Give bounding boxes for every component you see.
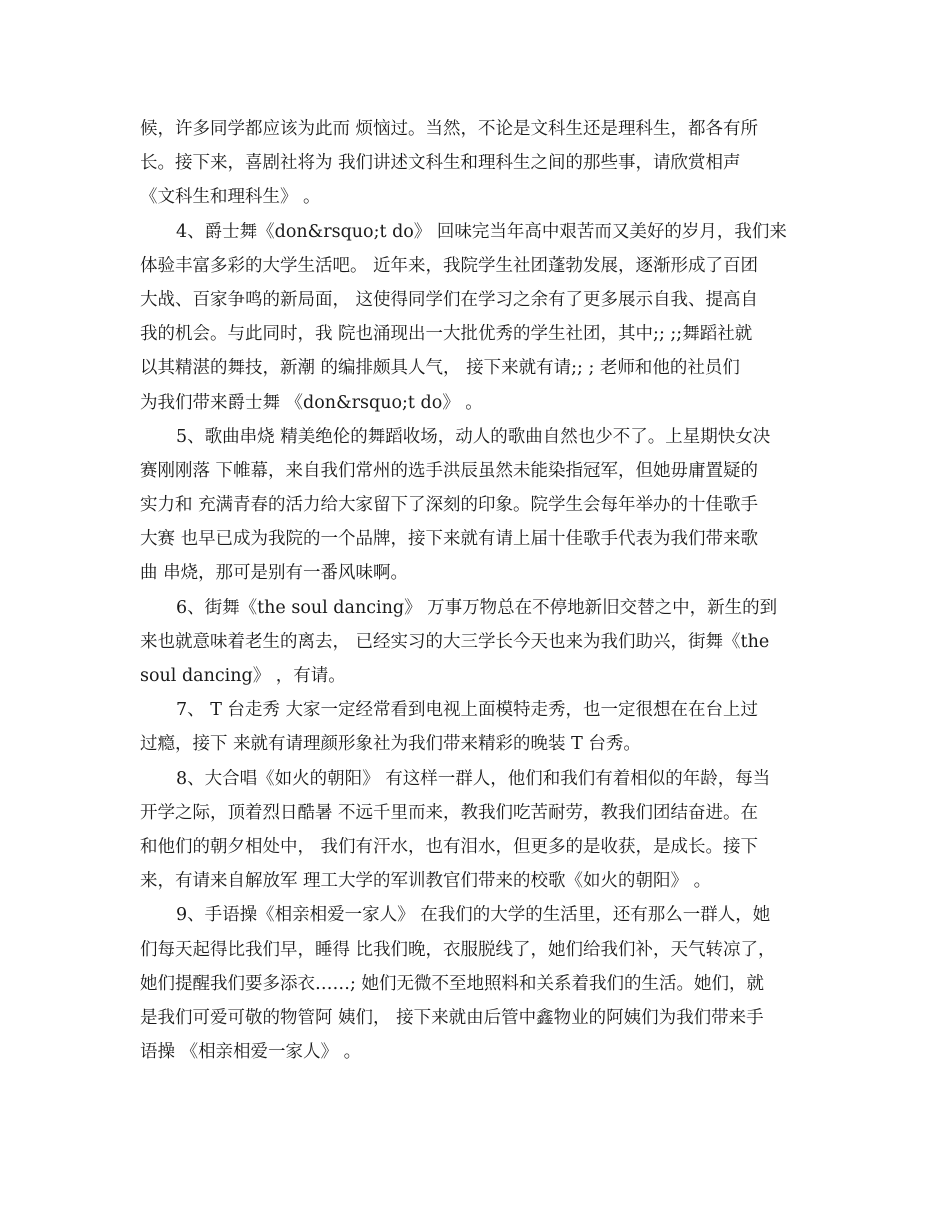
text-line: 长。接下来，喜剧社将为 我们讲述文科生和理科生之间的那些事，请欣赏相声 bbox=[140, 153, 741, 174]
text-line: 以其精湛的舞技，新潮 的编排颇具人气， 接下来就有请;; ; 老师和他的社员们 bbox=[140, 358, 740, 379]
text-line: 6、街舞《the soul dancing》 万事万物总在不停地新旧交替之中，新生的到 bbox=[176, 597, 778, 618]
text-line: 们每天起得比我们早，睡得 比我们晚，衣服脱线了，她们给我们补，天气转凉了， bbox=[140, 939, 776, 960]
document-body bbox=[140, 112, 820, 1069]
text-line: 她们提醒我们要多添衣……; 她们无微不至地照料和关系着我们的生活。她们，就 bbox=[140, 973, 764, 994]
text-line: 开学之际，顶着烈日酷暑 不远千里而来，教我们吃苦耐劳，教我们团结奋进。在 bbox=[140, 802, 759, 823]
text-line: soul dancing》 ，有请。 bbox=[140, 666, 346, 686]
paragraph bbox=[140, 420, 820, 591]
text-line: 曲 串烧，那可是别有一番风味啊。 bbox=[140, 563, 409, 584]
text-line: 大赛 也早已成为我院的一个品牌，接下来就有请上届十佳歌手代表为我们带来歌 bbox=[140, 529, 759, 550]
paragraph bbox=[140, 898, 820, 1069]
text-line: 来，有请来自解放军 理工大学的军训教官们带来的校歌《如火的朝阳》 。 bbox=[140, 871, 712, 892]
text-line: 8、大合唱《如火的朝阳》 有这样一群人，他们和我们有着相似的年龄，每当 bbox=[176, 768, 771, 789]
paragraph bbox=[140, 215, 820, 420]
text-line: 5、歌曲串烧 精美绝伦的舞蹈收场，动人的歌曲自然也少不了。上星期快女决 bbox=[176, 426, 771, 447]
text-line: 过瘾，接下 来就有请理颜形象社为我们带来精彩的晚装 T 台秀。 bbox=[140, 734, 641, 755]
paragraph bbox=[140, 112, 820, 215]
text-line: 4、爵士舞《don&rsquo;t do》 回味完当年高中艰苦而又美好的岁月，我们来 bbox=[176, 221, 787, 242]
text-line: 和他们的朝夕相处中， 我们有汗水，也有泪水，但更多的是收获，是成长。接下 bbox=[140, 836, 759, 857]
text-line: 来也就意味着老生的离去， 已经实习的大三学长今天也来为我们助兴，街舞《the bbox=[140, 631, 770, 652]
paragraph bbox=[140, 591, 820, 694]
text-line: 候，许多同学都应该为此而 烦恼过。当然，不论是文科生还是理科生，都各有所 bbox=[140, 119, 759, 139]
text-line: 实力和 充满青春的活力给大家留下了深刻的印象。院学生会每年举办的十佳歌手 bbox=[140, 495, 759, 516]
text-line: 9、手语操《相亲相爱一家人》 在我们的大学的生活里，还有那么一群人，她 bbox=[176, 905, 771, 926]
text-line: 我的机会。与此同时，我 院也涌现出一大批优秀的学生社团，其中;; ;;舞蹈社就 bbox=[140, 324, 753, 345]
text-line: 为我们带来爵士舞 《don&rsquo;t do》 。 bbox=[140, 392, 483, 413]
text-line: 赛刚刚落 下帷幕，来自我们常州的选手洪辰虽然未能染指冠军，但她毋庸置疑的 bbox=[140, 460, 759, 481]
text-line: 大战、百家争鸣的新局面， 这使得同学们在学习之余有了更多展示自我、提高自 bbox=[140, 289, 759, 310]
text-line: 体验丰富多彩的大学生活吧。 近年来，我院学生社团蓬勃发展，逐渐形成了百团 bbox=[140, 255, 759, 276]
text-line: 语操 《相亲相爱一家人》 。 bbox=[140, 1042, 362, 1063]
text-line: 7、 T 台走秀 大家一定经常看到电视上面模特走秀，也一定很想在在台上过 bbox=[176, 700, 758, 721]
paragraph bbox=[140, 693, 820, 761]
text-line: 《文科生和理科生》 。 bbox=[140, 187, 321, 208]
paragraph bbox=[140, 762, 820, 899]
text-line: 是我们可爱可敬的物管阿 姨们， 接下来就由后管中鑫物业的阿姨们为我们带来手 bbox=[140, 1007, 764, 1028]
